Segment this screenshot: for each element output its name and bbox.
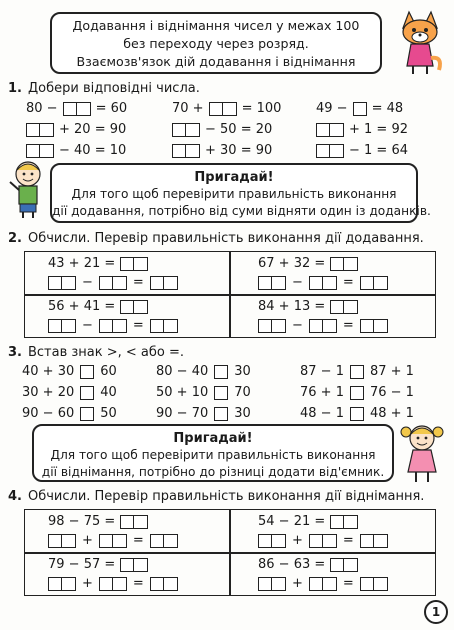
answer-box[interactable]	[134, 300, 148, 314]
boy-mascot-icon	[8, 158, 48, 220]
compare-left: 50 + 10	[156, 385, 209, 400]
expr: − 50 = 20	[205, 122, 273, 137]
answer-box[interactable]	[40, 144, 54, 158]
equals-sign: =	[342, 318, 354, 333]
answer-box[interactable]	[150, 276, 164, 290]
answer-box[interactable]	[186, 123, 200, 137]
answer-box[interactable]	[258, 276, 272, 290]
sign-box[interactable]	[350, 386, 364, 400]
answer-box[interactable]	[344, 515, 358, 529]
equals-sign: =	[132, 576, 144, 591]
equals-sign: =	[342, 533, 354, 548]
answer-box[interactable]	[344, 257, 358, 271]
operator: +	[292, 533, 303, 548]
answer-box[interactable]	[330, 515, 344, 529]
sign-box[interactable]	[80, 386, 94, 400]
answer-box[interactable]	[360, 534, 374, 548]
answer-box[interactable]	[374, 276, 388, 290]
answer-box[interactable]	[99, 276, 113, 290]
equals-sign: =	[132, 533, 144, 548]
answer-box[interactable]	[63, 102, 77, 116]
compare-right: 60	[100, 364, 117, 379]
answer-box[interactable]	[374, 319, 388, 333]
expression: 84 + 13 =	[258, 299, 326, 314]
task-4-expr-4	[258, 557, 358, 572]
answer-box[interactable]	[323, 577, 337, 591]
answer-box[interactable]	[223, 102, 237, 116]
compare-left: 76 + 1	[300, 385, 344, 400]
answer-box[interactable]	[186, 144, 200, 158]
task-1-text: Добери відповідні числа.	[27, 81, 200, 96]
compare-left: 30 + 20	[22, 385, 75, 400]
task-3-text: Встав знак >, < або =.	[27, 345, 185, 360]
answer-box[interactable]	[26, 144, 40, 158]
operator: −	[82, 318, 93, 333]
compare-left: 80 − 40	[156, 364, 209, 379]
expr: + 20 = 90	[59, 122, 127, 137]
answer-box[interactable]	[360, 577, 374, 591]
compare-right: 30	[234, 364, 251, 379]
answer-box[interactable]	[99, 577, 113, 591]
task-1-row-2c	[316, 122, 408, 137]
answer-box[interactable]	[316, 123, 330, 137]
answer-box[interactable]	[113, 276, 127, 290]
title-line-3: Взаємозв'язок дій додавання і віднімання	[76, 54, 356, 69]
answer-box[interactable]	[48, 276, 62, 290]
answer-box[interactable]	[360, 319, 374, 333]
note-line-1: Для того щоб перевірити правильність виконання	[71, 187, 397, 201]
task-4-expr-2	[258, 514, 358, 529]
task-3-c2-r3	[156, 406, 251, 421]
task-4-check-3	[48, 576, 178, 591]
task-4-check-1	[48, 533, 178, 548]
answer-box[interactable]	[134, 515, 148, 529]
expr-right: = 60	[95, 101, 128, 116]
answer-box[interactable]	[209, 102, 223, 116]
answer-box[interactable]	[330, 123, 344, 137]
answer-box[interactable]	[316, 144, 330, 158]
task-2-expr-2	[258, 256, 358, 271]
task-4-number: 4.	[8, 489, 22, 504]
task-1-row-1c	[316, 101, 403, 116]
fox-mascot-icon	[395, 8, 445, 78]
task-3-c3-r3	[300, 406, 414, 421]
answer-box[interactable]	[330, 300, 344, 314]
expr: + 1 = 92	[349, 122, 408, 137]
answer-box[interactable]	[164, 276, 178, 290]
answer-box[interactable]	[150, 319, 164, 333]
answer-box[interactable]	[344, 558, 358, 572]
answer-box[interactable]	[62, 534, 76, 548]
expression: 54 − 21 =	[258, 514, 326, 529]
compare-right: 30	[234, 406, 251, 421]
task-2-expr-3	[48, 299, 148, 314]
answer-box[interactable]	[134, 257, 148, 271]
expr-left: 49 −	[316, 101, 348, 116]
task-2-check-4	[258, 318, 388, 333]
task-1-row-3a	[26, 143, 126, 158]
answer-box[interactable]	[48, 319, 62, 333]
compare-left: 87 − 1	[300, 364, 344, 379]
task-1-row-3c	[316, 143, 408, 158]
task-1-row-2b	[172, 122, 272, 137]
answer-box[interactable]	[113, 534, 127, 548]
task-4-check-4	[258, 576, 388, 591]
compare-right: 76 − 1	[369, 385, 414, 400]
equals-sign: =	[342, 576, 354, 591]
task-2-expr-4	[258, 299, 358, 314]
answer-box[interactable]	[353, 102, 367, 116]
answer-box[interactable]	[150, 577, 164, 591]
compare-left: 90 − 70	[156, 406, 209, 421]
equals-sign: =	[132, 318, 144, 333]
answer-box[interactable]	[258, 319, 272, 333]
answer-box[interactable]	[62, 276, 76, 290]
task-3-c1-r2	[22, 385, 117, 400]
operator: −	[292, 275, 303, 290]
task-2-check-3	[48, 318, 178, 333]
compare-right: 70	[234, 385, 251, 400]
task-3-c2-r2	[156, 385, 251, 400]
answer-box[interactable]	[164, 319, 178, 333]
answer-box[interactable]	[272, 534, 286, 548]
task-2-header	[8, 231, 424, 246]
task-1-row-2a	[26, 122, 126, 137]
title-line-1: Додавання і віднімання чисел у межах 100	[72, 18, 360, 33]
expression: 43 + 21 =	[48, 256, 116, 271]
answer-box[interactable]	[344, 300, 358, 314]
answer-box[interactable]	[120, 558, 134, 572]
answer-box[interactable]	[99, 534, 113, 548]
expr-left: 80 −	[26, 101, 58, 116]
task-3-header	[8, 345, 184, 360]
answer-box[interactable]	[258, 534, 272, 548]
task-1-row-1b	[172, 101, 281, 116]
operator: +	[82, 533, 93, 548]
note-line-1: Для того щоб перевірити правильність виконання	[50, 448, 376, 462]
compare-right: 87 + 1	[369, 364, 414, 379]
task-1-row-1a	[26, 101, 127, 116]
answer-box[interactable]	[40, 123, 54, 137]
answer-box[interactable]	[330, 257, 344, 271]
task-2-text: Обчисли. Перевір правильність виконання дії додавання.	[27, 231, 424, 246]
expr: − 40 = 10	[59, 143, 127, 158]
sign-box[interactable]	[214, 365, 228, 379]
answer-box[interactable]	[164, 534, 178, 548]
task-1-row-3b	[172, 143, 272, 158]
note-line-2: дії додавання, потрібно від суми відняти один із доданків.	[52, 204, 431, 218]
task-3-c3-r1	[300, 364, 414, 379]
answer-box[interactable]	[113, 577, 127, 591]
task-4-expr-1	[48, 514, 148, 529]
compare-right: 40	[100, 385, 117, 400]
task-2-expr-1	[48, 256, 148, 271]
answer-box[interactable]	[330, 558, 344, 572]
sign-box[interactable]	[214, 386, 228, 400]
answer-box[interactable]	[62, 577, 76, 591]
answer-box[interactable]	[309, 577, 323, 591]
answer-box[interactable]	[164, 577, 178, 591]
note-title: Пригадай!	[173, 431, 253, 446]
answer-box[interactable]	[272, 276, 286, 290]
expr-left: 70 +	[172, 101, 204, 116]
answer-box[interactable]	[330, 144, 344, 158]
answer-box[interactable]	[62, 319, 76, 333]
expr: + 30 = 90	[205, 143, 273, 158]
task-3-c3-r2	[300, 385, 414, 400]
operator: +	[82, 576, 93, 591]
sign-box[interactable]	[80, 407, 94, 421]
task-3-c1-r1	[22, 364, 117, 379]
sign-box[interactable]	[80, 365, 94, 379]
compare-left: 40 + 30	[22, 364, 75, 379]
lesson-title	[50, 12, 382, 74]
task-2-check-1	[48, 275, 178, 290]
task-3-c1-r3	[22, 406, 117, 421]
answer-box[interactable]	[48, 534, 62, 548]
task-1-header	[8, 81, 200, 96]
task-2-check-2	[258, 275, 388, 290]
answer-box[interactable]	[309, 276, 323, 290]
task-3-c2-r1	[156, 364, 251, 379]
equals-sign: =	[342, 275, 354, 290]
answer-box[interactable]	[120, 515, 134, 529]
answer-box[interactable]	[360, 276, 374, 290]
expr-right: = 100	[241, 101, 282, 116]
answer-box[interactable]	[374, 534, 388, 548]
compare-right: 50	[100, 406, 117, 421]
expression: 86 − 63 =	[258, 557, 326, 572]
answer-box[interactable]	[272, 319, 286, 333]
task-3-number: 3.	[8, 345, 22, 360]
grid-divider	[24, 294, 436, 296]
equals-sign: =	[132, 275, 144, 290]
answer-box[interactable]	[374, 577, 388, 591]
note-line-2: дії віднімання, потрібно до різниці додати від'ємник.	[41, 465, 385, 479]
answer-box[interactable]	[323, 534, 337, 548]
expression: 79 − 57 =	[48, 557, 116, 572]
expression: 67 + 32 =	[258, 256, 326, 271]
answer-box[interactable]	[99, 319, 113, 333]
answer-box[interactable]	[113, 319, 127, 333]
task-4-header	[8, 489, 424, 504]
task-1-number: 1.	[8, 81, 22, 96]
operator: +	[292, 576, 303, 591]
answer-box[interactable]	[323, 276, 337, 290]
operator: −	[292, 318, 303, 333]
expr-right: = 48	[371, 101, 404, 116]
task-4-expr-3	[48, 557, 148, 572]
answer-box[interactable]	[172, 144, 186, 158]
expr: − 1 = 64	[349, 143, 408, 158]
task-2-number: 2.	[8, 231, 22, 246]
compare-left: 90 − 60	[22, 406, 75, 421]
answer-box[interactable]	[258, 577, 272, 591]
answer-box[interactable]	[26, 123, 40, 137]
answer-box[interactable]	[134, 558, 148, 572]
reminder-note-subtraction	[32, 424, 394, 482]
answer-box[interactable]	[272, 577, 286, 591]
sign-box[interactable]	[350, 365, 364, 379]
task-4-check-2	[258, 533, 388, 548]
compare-right: 48 + 1	[369, 406, 414, 421]
expression: 56 + 41 =	[48, 299, 116, 314]
answer-box[interactable]	[120, 300, 134, 314]
answer-box[interactable]	[120, 257, 134, 271]
operator: −	[82, 275, 93, 290]
expression: 98 − 75 =	[48, 514, 116, 529]
reminder-note-addition	[50, 163, 431, 223]
page-number: 1	[424, 600, 448, 624]
answer-box[interactable]	[309, 534, 323, 548]
answer-box[interactable]	[48, 577, 62, 591]
answer-box[interactable]	[150, 534, 164, 548]
task-4-text: Обчисли. Перевір правильність виконання дії віднімання.	[27, 489, 425, 504]
note-title: Пригадай!	[194, 170, 274, 185]
sign-box[interactable]	[350, 407, 364, 421]
answer-box[interactable]	[323, 319, 337, 333]
answer-box[interactable]	[172, 123, 186, 137]
girl-mascot-icon	[398, 420, 446, 486]
title-line-2: без переходу через розряд.	[123, 36, 309, 51]
compare-left: 48 − 1	[300, 406, 344, 421]
grid-divider	[24, 552, 436, 554]
answer-box[interactable]	[309, 319, 323, 333]
answer-box[interactable]	[77, 102, 91, 116]
sign-box[interactable]	[214, 407, 228, 421]
